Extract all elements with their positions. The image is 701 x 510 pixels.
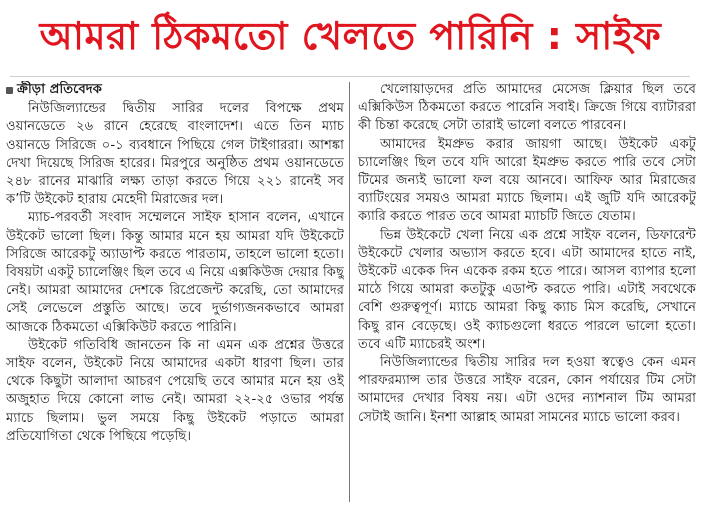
byline-bullet-icon [6,87,13,94]
paragraph: নিউজিল্যান্ডের দ্বিতীয় সারির দল হওয়া স্বত্বেও কেন এমন পারফরম্যান্স তার উত্তরে সাইফ বরেন, কোন পর্যায়ের টিম সেটা আমাদের দেখার বিষয় নয়। এটা ওদের ন্যাশনাল টিম আমরা সেটাই জানি। ইনশা আল্লাহ আমরা সামনের ম্যাচে ভালো করব। [358,355,696,425]
headline-rule [10,76,690,77]
byline-text: ক্রীড়া প্রতিবেদক [17,82,102,97]
paragraph: নিউজিল্যান্ডের দ্বিতীয় সারির দলের বিপক্ষে প্রথম ওয়ানডেতে ২৬ রানে হেরেছে বাংলাদেশ। এতে তিন ম্যাচ ওয়ানডে সিরিজে ০-১ ব্যবধানে পিছিয়ে গেল টাইগাররা। আশঙ্কা দেখা দিয়েছে সিরিজ হারের। মিরপুরে অনুষ্ঠিত প্রথম ওয়ানডেতে ২৪৮ রানের মাঝারি লক্ষ্য তাড়া করতে গিয়ে ২২১ রানেই সব ক’টি উইকেট হারায় মেহেদী মিরাজের দল। [6,101,344,208]
paragraph: ভিন্ন উইকেটে খেলা নিয়ে এক প্রশ্নে সাইফ বলেন, ডিফারেন্ট উইকেটে খেলার অভ্যাস করতে হবে। এটা আমাদের হাতে নাই, উইকেট একেক দিন একেক রকম হতে পারে। আসল ব্যাপার হলো মাঠে গিয়ে আমরা কতটুকু এডাপ্ট করতে পারি। এটাই সবথেকে বেশি গুরুত্বপূর্ণ। ম্যাচে আমরা কিছু ক্যাচ মিস করেছি, সেখানে কিছু রান বেড়েছে। ওই ক্যাচগুলো ধরতে পারলে ভালো হতো। তবে এটি ম্যাচেরই অংশ। [358,227,696,352]
paragraph: উইকেট গতিবিধি জানতেন কি না এমন এক প্রশ্নের উত্তরে সাইফ বলেন, উইকেট নিয়ে আমাদের একটা ধারণা ছিল। তার থেকে কিছুটা আলাদা আচরণ পেয়েছি তবে আমার মনে হয় ওই অজুহাত দিয়ে কোনো লাভ নেই। আমরা ২২-২৫ ওভার পর্যন্ত ম্যাচে ছিলাম। ভুল সময়ে কিছু উইকেট পড়াতে আমরা প্রতিযোগিতা থেকে পিছিয়ে পড়েছি। [6,337,344,444]
column-divider [349,82,350,502]
headline: আমরা ঠিকমতো খেলতে পারিনি : সাইফ [39,14,662,58]
article-left-column [6,81,344,503]
article-right-column [358,81,696,503]
paragraph: আমাদের ইমপ্রুভ করার জায়গা আছে। উইকেট একটু চ্যালেঞ্জিং ছিল তবে যদি আরো ইমপ্রুভ করতে পারি তবে সেটা টিমের জন্যই ভালো ফল বয়ে আনবে। আফিফ আর মিরাজের ব্যাটিংয়ের সময়ও আমরা ম্যাচে ছিলাম। এই জুটি যদি আরেকটু ক্যারি করতে পারত তবে আমরা ম্যাচটি জিতে যেতাম। [358,136,696,225]
paragraph: খেলোয়াড়দের প্রতি আমাদের মেসেজ ক্লিয়ার ছিল তবে এক্সিকিউস ঠিকমতো করতে পারেনি সবাই। ক্রিজে গিয়ে ব্যাটাররা কী চিন্তা করেছে সেটা তারাই ভালো বলতে পারবেন। [358,82,696,134]
paragraph: ম্যাচ-পরবর্তী সংবাদ সম্মেলনে সাইফ হাসান বলেন, এখানে উইকেট ভালো ছিল। কিন্তু আমার মনে হয় আমরা যদি উইকেটে সিরিজে আরেকটু অ্যাডাপ্ট করতে পারতাম, তাহলে ভালো হতো। বিষয়টা একটু চ্যালেঞ্জিং ছিল তবে এ নিয়ে এক্সকিউজ দেয়ার কিছু নেই। আমরা আমাদের দেশকে রিপ্রেজেন্ট করেছি, তো আমাদের সেই লেভেলে প্রস্তুতি আছে। তবে দুর্ভাগ্যজনকভাবে আমরা আজকে ঠিকমতো এক্সিকিউট করতে পারিনি। [6,210,344,335]
byline [6,81,344,99]
